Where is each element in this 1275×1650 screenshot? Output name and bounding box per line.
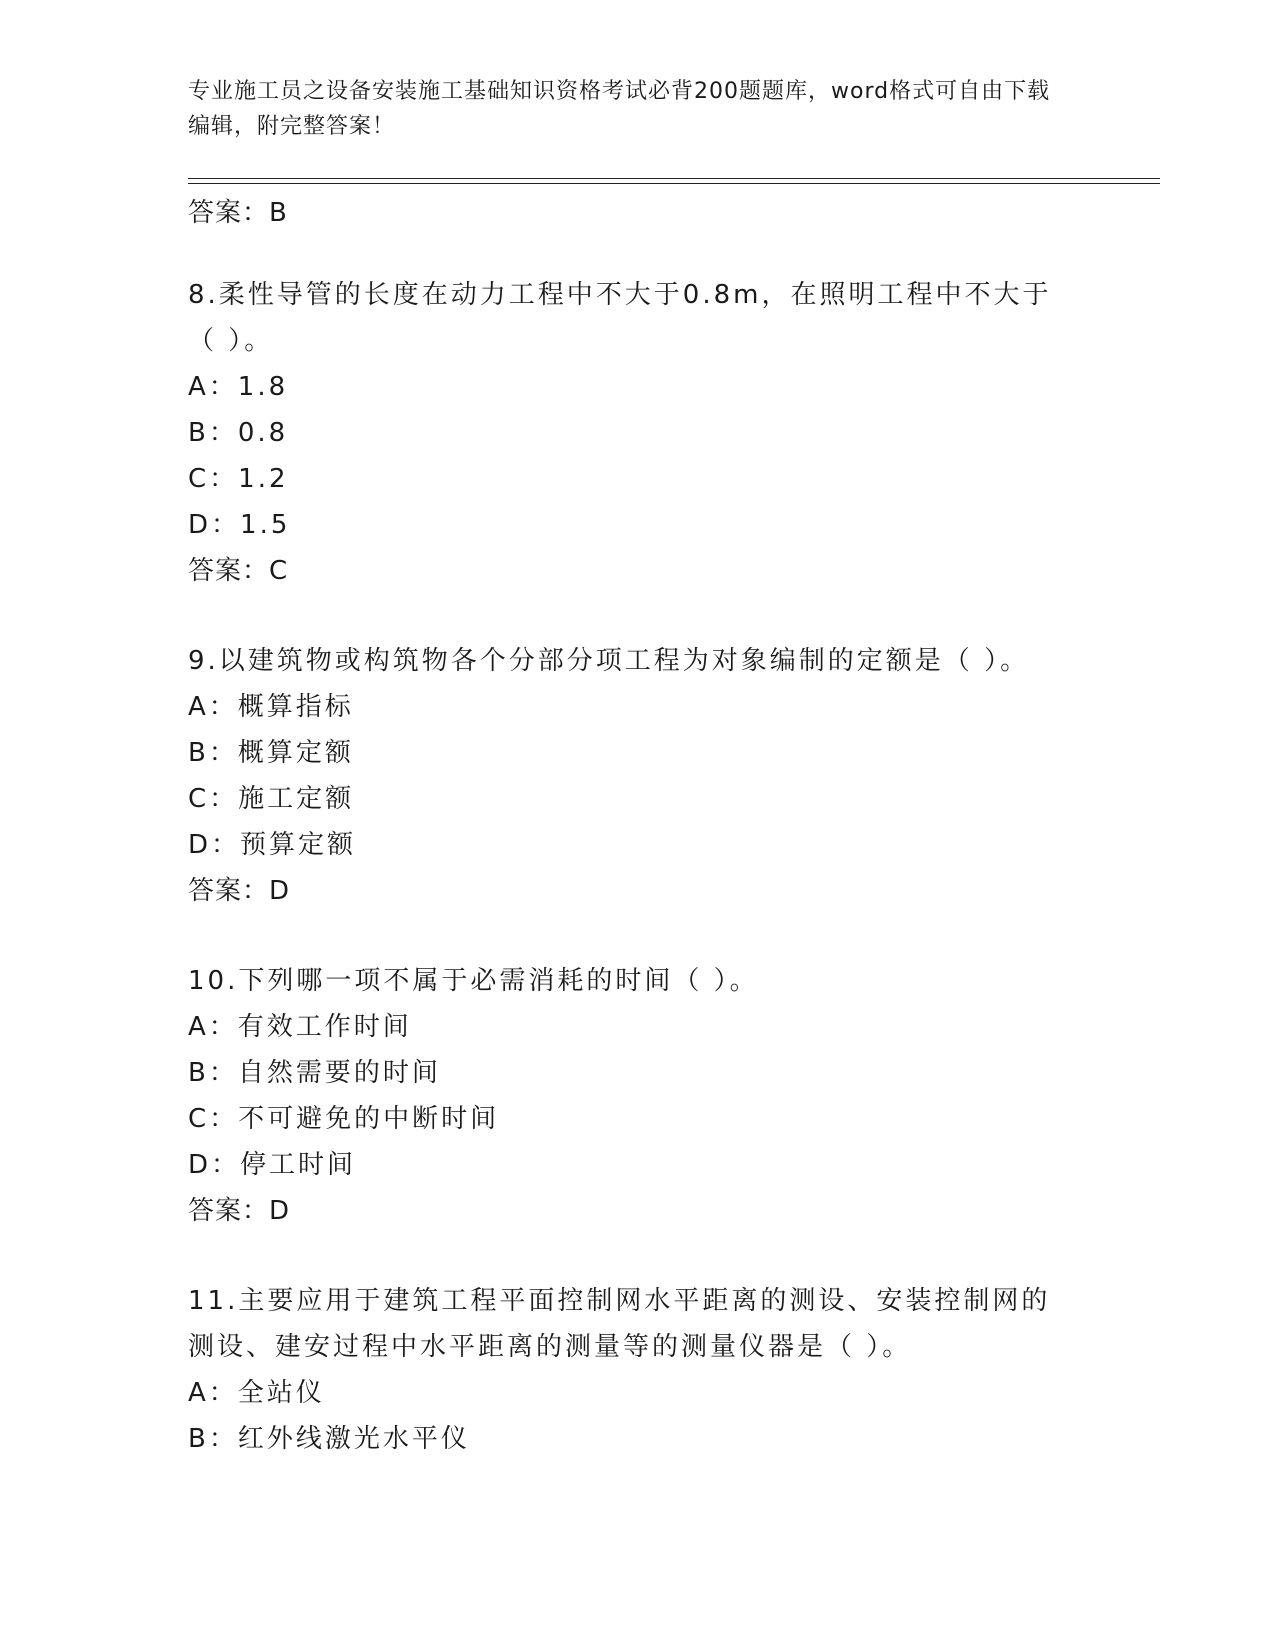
option-d: D：预算定额 bbox=[188, 830, 357, 860]
document-body bbox=[188, 190, 1088, 1462]
header-rule-top bbox=[188, 178, 1160, 179]
question-9 bbox=[188, 638, 1088, 914]
document-header-title: 专业施工员之设备安装施工基础知识资格考试必背200题题库，word格式可自由下载编辑，附完整答案！ bbox=[188, 79, 1051, 139]
question-text: 8.柔性导管的长度在动力工程中不大于0.8m，在照明工程中不大于（ ）。 bbox=[188, 280, 1052, 356]
option-b: B：红外线激光水平仪 bbox=[188, 1424, 470, 1454]
question-8 bbox=[188, 272, 1088, 594]
option-d: D：1.5 bbox=[188, 510, 291, 540]
option-c: C：施工定额 bbox=[188, 784, 355, 814]
answer: 答案：D bbox=[188, 876, 291, 906]
option-b: B：概算定额 bbox=[188, 738, 354, 768]
question-text: 9.以建筑物或构筑物各个分部分项工程为对象编制的定额是（ ）。 bbox=[188, 646, 1030, 676]
option-a: A：有效工作时间 bbox=[188, 1012, 412, 1042]
question-text: 11.主要应用于建筑工程平面控制网水平距离的测设、安装控制网的测设、建安过程中水平距离的测量等的测量仪器是（ ）。 bbox=[188, 1286, 1051, 1362]
option-b: B：自然需要的时间 bbox=[188, 1058, 441, 1088]
previous-answer: 答案：B bbox=[188, 198, 288, 228]
option-c: C：1.2 bbox=[188, 464, 289, 494]
question-11 bbox=[188, 1278, 1088, 1462]
header-rule-bottom bbox=[188, 183, 1160, 184]
answer: 答案：D bbox=[188, 1196, 291, 1226]
option-d: D：停工时间 bbox=[188, 1150, 357, 1180]
answer: 答案：C bbox=[188, 556, 289, 586]
option-a: A：1.8 bbox=[188, 372, 289, 402]
question-10 bbox=[188, 958, 1088, 1234]
option-b: B：0.8 bbox=[188, 418, 289, 448]
option-a: A：全站仪 bbox=[188, 1378, 325, 1408]
option-a: A：概算指标 bbox=[188, 692, 354, 722]
option-c: C：不可避免的中断时间 bbox=[188, 1104, 500, 1134]
question-text: 10.下列哪一项不属于必需消耗的时间（ ）。 bbox=[188, 966, 759, 996]
